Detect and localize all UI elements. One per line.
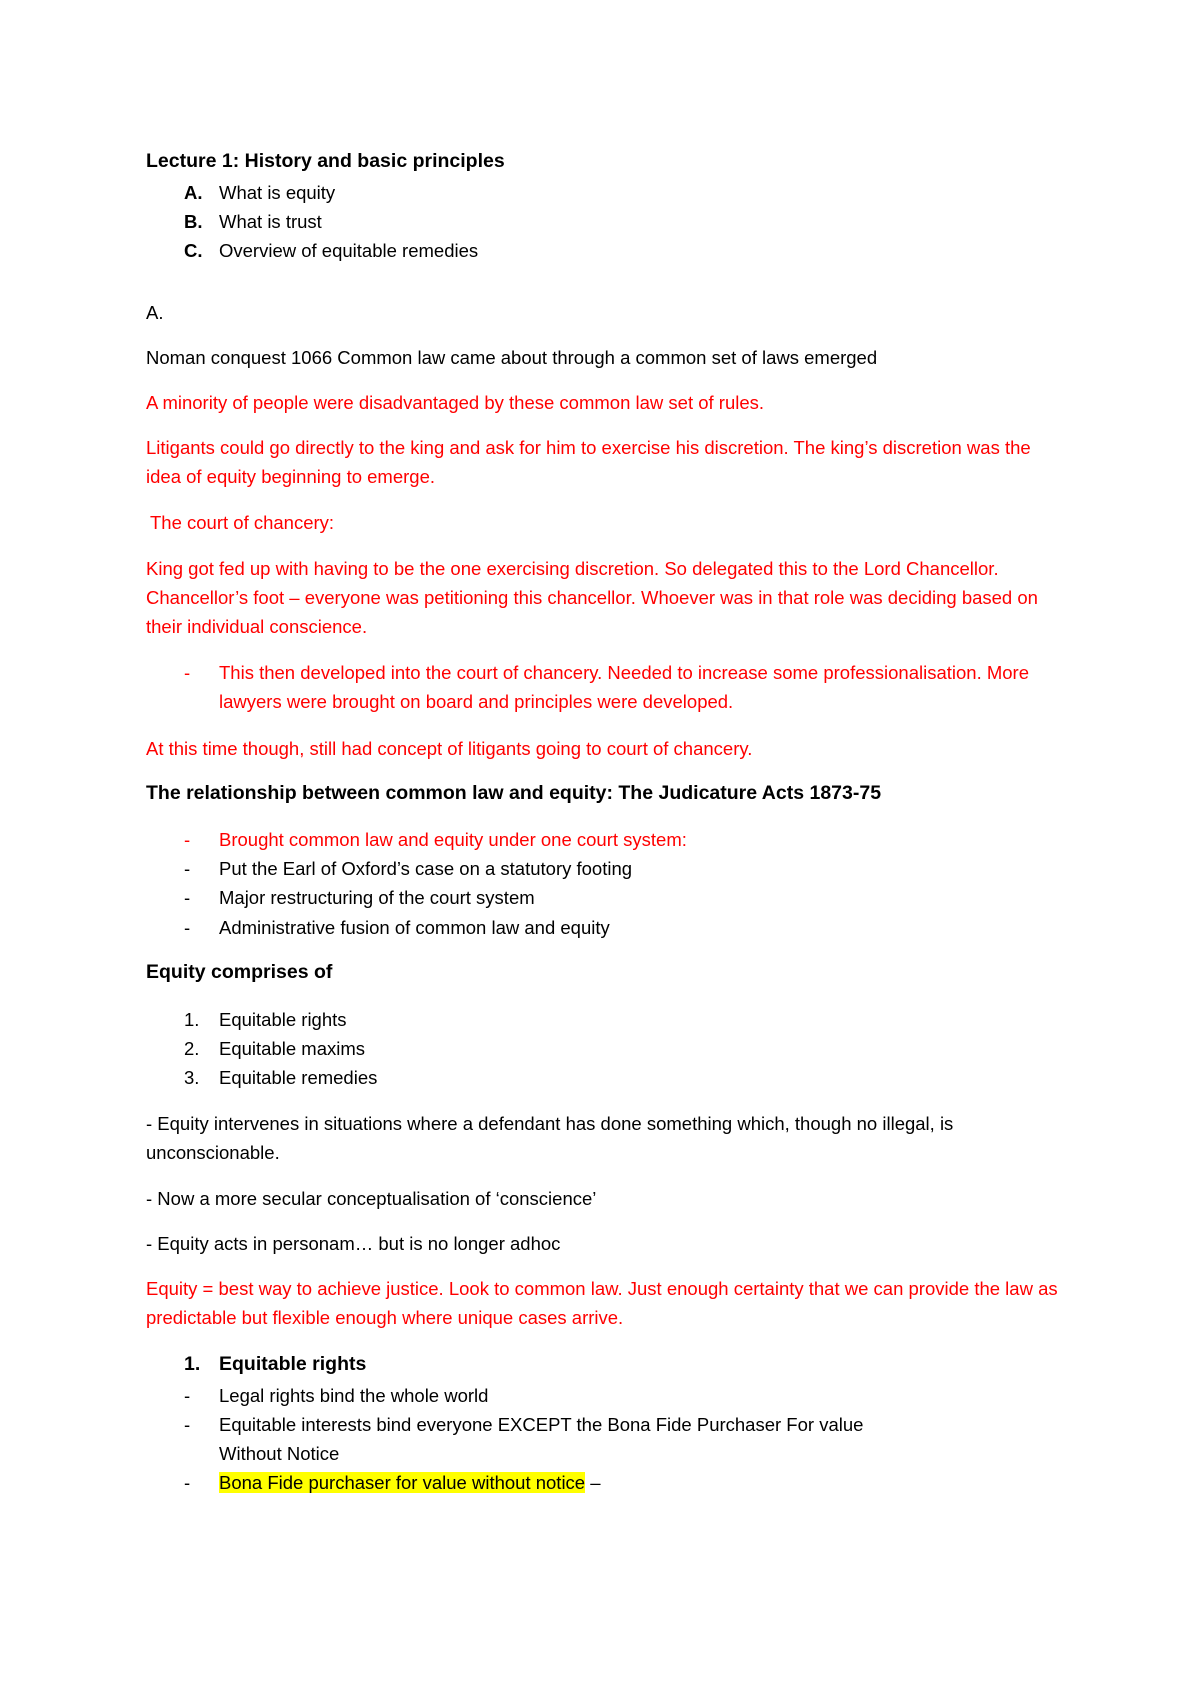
paragraph-king: King got fed up with having to be the one exercising discretion. So delegated this to the Lord Chancellor. Chancellor’s foot – everyone was petitioning this chancellor. Whoever was in that role was deciding based on their individual conscience. [146, 558, 1038, 637]
dash-marker: - [184, 917, 191, 938]
heading-number: 1. [184, 1353, 201, 1375]
dash-marker: - [184, 1472, 191, 1493]
number-marker: 3. [184, 1067, 200, 1088]
dash-text: Put the Earl of Oxford’s case on a statutory footing [219, 858, 633, 879]
dash-marker: - [184, 887, 191, 908]
outline-text: What is equity [219, 182, 336, 203]
dash-text: Administrative fusion of common law and equity [219, 917, 610, 938]
dash-text: Legal rights bind the whole world [219, 1385, 489, 1406]
trailing-dash: – [585, 1472, 601, 1493]
paragraph-justice: Equity = best way to achieve justice. Look to common law. Just enough certainty that we can provide the law as predictable but flexible enough where unique cases arrive. [146, 1278, 1058, 1328]
dash-marker: - [184, 829, 191, 850]
dash-text: Brought common law and equity under one court system: [219, 829, 687, 850]
number-text: Equitable rights [219, 1009, 347, 1030]
dash-text: Major restructuring of the court system [219, 887, 535, 908]
number-marker: 1. [184, 1009, 200, 1030]
paragraph-minority: A minority of people were disadvantaged by these common law set of rules. [146, 392, 765, 413]
dash-text: Equitable interests bind everyone EXCEPT the Bona Fide Purchaser For value Without Notice [219, 1414, 864, 1464]
highlighted-text: Bona Fide purchaser for value without notice [219, 1472, 586, 1493]
dash-marker: - [184, 1414, 191, 1435]
paragraph-personam: - Equity acts in personam… but is no longer adhoc [146, 1233, 561, 1254]
paragraph-intervenes: - Equity intervenes in situations where a defendant has done something which, though no illegal, is unconscionable. [146, 1113, 954, 1163]
paragraph-secular: - Now a more secular conceptualisation of ‘conscience’ [146, 1188, 597, 1209]
heading-text: Equitable rights [219, 1353, 367, 1375]
number-text: Equitable remedies [219, 1067, 378, 1088]
heading-comprises: Equity comprises of [146, 961, 333, 983]
dash-marker: - [184, 858, 191, 879]
paragraph-court-label: The court of chancery: [150, 512, 335, 533]
dash-text [219, 1468, 1070, 1497]
outline-marker: A. [184, 182, 203, 203]
paragraph-litigants: Litigants could go directly to the king and ask for him to exercise his discretion. The king’s discretion was the idea of equity beginning to emerge. [146, 437, 1031, 487]
paragraph-norman: Noman conquest 1066 Common law came about through a common set of laws emerged [146, 347, 878, 368]
outline-marker: B. [184, 211, 203, 232]
section-a-label: A. [146, 302, 164, 323]
number-text: Equitable maxims [219, 1038, 366, 1059]
dash-text: This then developed into the court of chancery. Needed to increase some professionalisation. More lawyers were brought on board and principles were developed. [219, 662, 1030, 712]
lecture-title: Lecture 1: History and basic principles [146, 150, 505, 172]
number-marker: 2. [184, 1038, 200, 1059]
outline-text: Overview of equitable remedies [219, 240, 479, 261]
paragraph-at-this-time: At this time though, still had concept of litigants going to court of chancery. [146, 738, 753, 759]
dash-marker: - [184, 1385, 191, 1406]
heading-relationship: The relationship between common law and equity: The Judicature Acts 1873-75 [146, 782, 882, 804]
outline-marker: C. [184, 240, 203, 261]
outline-text: What is trust [219, 211, 322, 232]
dash-marker: - [184, 662, 191, 683]
